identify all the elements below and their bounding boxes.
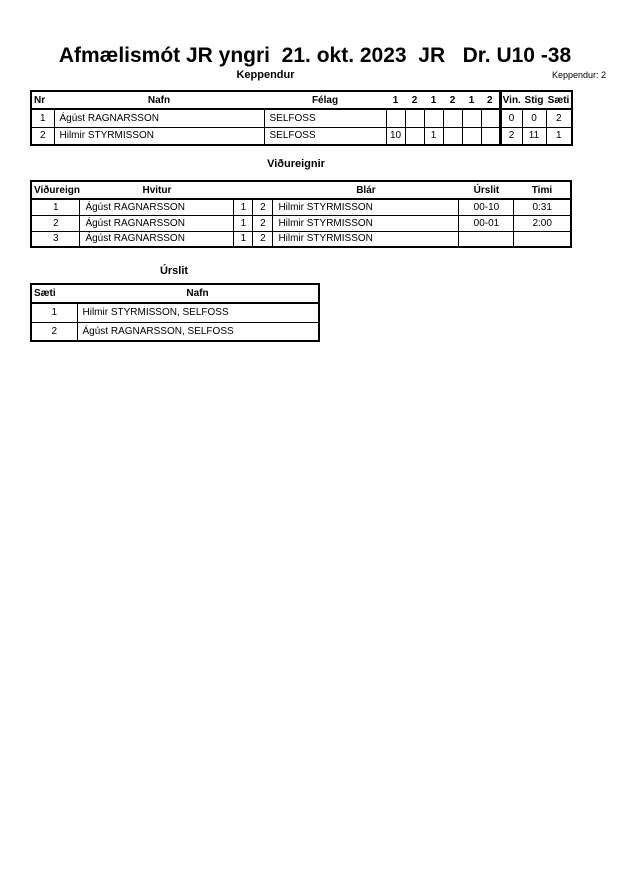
cell-nr: 1 <box>31 199 80 215</box>
table-row <box>31 231 571 247</box>
cell-hvitur-num: 1 <box>234 215 253 231</box>
table-row <box>31 109 572 127</box>
cell-vin: 0 <box>500 109 522 127</box>
cell-timi: 2:00 <box>514 215 571 231</box>
col-header-spacer-2 <box>253 181 273 199</box>
table-row <box>31 322 319 341</box>
cell-urslit <box>459 231 514 247</box>
cell-hvitur: Ágúst RAGNARSSON <box>80 199 234 215</box>
cell-round-1 <box>386 109 405 127</box>
cell-round-5 <box>462 109 481 127</box>
cell-stig: 11 <box>522 127 546 145</box>
cell-nr: 2 <box>31 215 80 231</box>
col-header-nafn: Nafn <box>77 284 319 303</box>
cell-saeti: 2 <box>546 109 572 127</box>
col-header-round-1: 1 <box>386 91 405 109</box>
page-title: Afmælismót JR yngri 21. okt. 2023 JR Dr. U10 -38 <box>58 44 572 67</box>
vidureignir-table <box>30 180 572 248</box>
cell-nr: 1 <box>31 109 54 127</box>
cell-round-4 <box>443 109 462 127</box>
col-header-stig: Stig <box>522 91 546 109</box>
col-header-round-2: 2 <box>405 91 424 109</box>
cell-blar-num: 2 <box>253 199 273 215</box>
cell-round-2 <box>405 127 424 145</box>
cell-round-2 <box>405 109 424 127</box>
cell-round-3: 1 <box>424 127 443 145</box>
cell-hvitur-num: 1 <box>234 199 253 215</box>
col-header-saeti: Sæti <box>546 91 572 109</box>
col-header-vin: Vin. <box>500 91 522 109</box>
cell-felag: SELFOSS <box>264 127 386 145</box>
cell-hvitur: Ágúst RAGNARSSON <box>80 215 234 231</box>
vidureignir-header-row <box>31 181 571 199</box>
cell-urslit: 00-01 <box>459 215 514 231</box>
col-header-spacer-1 <box>234 181 253 199</box>
cell-nafn: Ágúst RAGNARSSON, SELFOSS <box>77 322 319 341</box>
col-header-urslit: Úrslit <box>459 181 514 199</box>
cell-timi <box>514 231 571 247</box>
col-header-hvitur: Hvitur <box>80 181 234 199</box>
cell-nafn: Hilmir STYRMISSON, SELFOSS <box>77 303 319 322</box>
table-row <box>31 215 571 231</box>
col-header-blar: Blár <box>273 181 459 199</box>
col-header-vidureign: Viðureign <box>31 181 80 199</box>
cell-nr: 3 <box>31 231 80 247</box>
col-header-timi: Timi <box>514 181 571 199</box>
cell-hvitur-num: 1 <box>234 231 253 247</box>
cell-nafn: Ágúst RAGNARSSON <box>54 109 264 127</box>
cell-felag: SELFOSS <box>264 109 386 127</box>
col-header-round-3: 1 <box>424 91 443 109</box>
cell-timi: 0:31 <box>514 199 571 215</box>
vidureignir-section-label: Viðureignir <box>267 158 325 170</box>
col-header-saeti: Sæti <box>31 284 77 303</box>
col-header-round-6: 2 <box>481 91 500 109</box>
cell-nafn: Hilmir STYRMISSON <box>54 127 264 145</box>
urslit-section-label: Úrslit <box>159 265 189 277</box>
cell-hvitur: Ágúst RAGNARSSON <box>80 231 234 247</box>
cell-saeti: 2 <box>31 322 77 341</box>
col-header-round-4: 2 <box>443 91 462 109</box>
cell-vin: 2 <box>500 127 522 145</box>
table-row <box>31 199 571 215</box>
cell-blar: Hilmir STYRMISSON <box>273 231 459 247</box>
col-header-round-5: 1 <box>462 91 481 109</box>
cell-stig: 0 <box>522 109 546 127</box>
col-header-nr: Nr <box>31 91 54 109</box>
cell-blar: Hilmir STYRMISSON <box>273 199 459 215</box>
cell-round-4 <box>443 127 462 145</box>
urslit-table <box>30 283 320 342</box>
keppendur-count-label: Keppendur: 2 <box>551 70 606 80</box>
col-header-felag: Félag <box>264 91 386 109</box>
cell-urslit: 00-10 <box>459 199 514 215</box>
cell-blar: Hilmir STYRMISSON <box>273 215 459 231</box>
keppendur-section-label: Keppendur <box>236 69 295 81</box>
keppendur-header-row <box>31 91 572 109</box>
cell-round-5 <box>462 127 481 145</box>
cell-round-3 <box>424 109 443 127</box>
cell-saeti: 1 <box>546 127 572 145</box>
urslit-header-row <box>31 284 319 303</box>
col-header-nafn: Nafn <box>54 91 264 109</box>
cell-nr: 2 <box>31 127 54 145</box>
cell-saeti: 1 <box>31 303 77 322</box>
cell-blar-num: 2 <box>253 215 273 231</box>
table-row <box>31 127 572 145</box>
cell-blar-num: 2 <box>253 231 273 247</box>
cell-round-1: 10 <box>386 127 405 145</box>
cell-round-6 <box>481 127 500 145</box>
keppendur-table <box>30 90 573 146</box>
table-row <box>31 303 319 322</box>
cell-round-6 <box>481 109 500 127</box>
